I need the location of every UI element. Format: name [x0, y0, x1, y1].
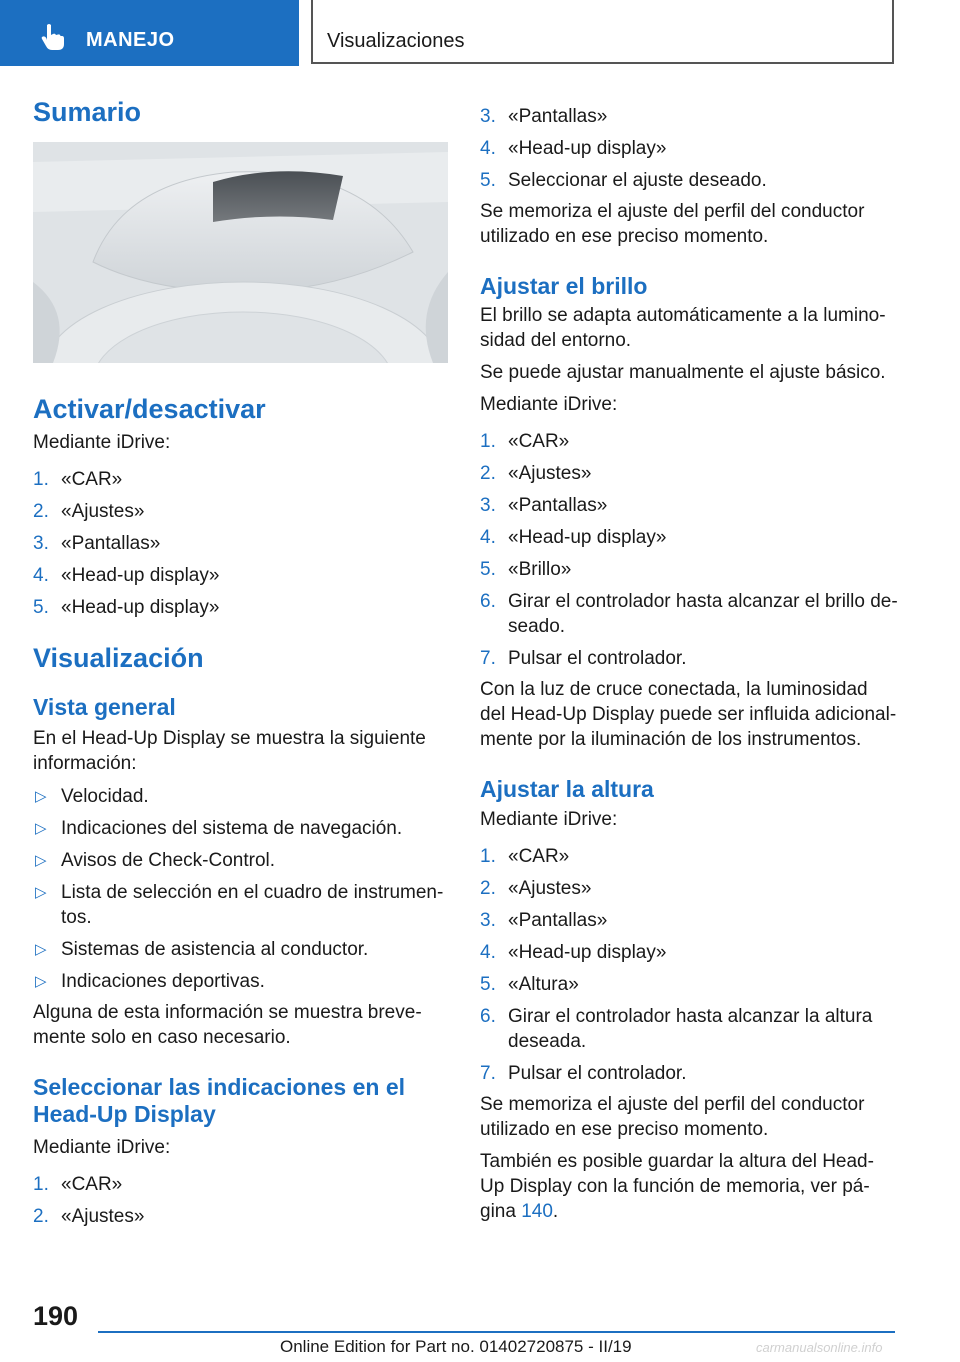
activar-intro: Mediante iDrive: [33, 431, 171, 453]
vista-intro: En el Head-Up Display se muestra la siguiente información: [33, 727, 426, 774]
page-link[interactable]: 140 [521, 1201, 553, 1223]
list-item: 3. «Pantallas» [480, 494, 608, 516]
heading-visualizacion: Visualización [33, 642, 204, 673]
watermark-logo: carmanualsonline.info [756, 1340, 883, 1355]
altura-intro: Mediante iDrive: [480, 809, 618, 831]
memory-note: También es posible guardar la altura del Head-Up Display con la función de memoria, ver página 140. [480, 1151, 874, 1223]
page-number: 190 [33, 1301, 79, 1331]
list-item: 1. «CAR» [33, 468, 123, 490]
seleccionar-note: Se memoriza el ajuste del perfil del conductor utilizado en ese preciso momento. [480, 201, 865, 247]
list-item: ▷ Sistemas de asistencia al conductor. [35, 938, 369, 960]
list-item: 2. «Ajustes» [33, 1205, 145, 1227]
list-item: ▷ Velocidad. [35, 785, 149, 807]
list-item: 5. Seleccionar el ajuste deseado. [480, 170, 767, 191]
list-item: ▷ Indicaciones del sistema de navegación. [35, 817, 403, 839]
list-item: 4. «Head-up display» [480, 526, 667, 548]
list-item: ▷ Avisos de Check-Control. [35, 849, 276, 871]
visualizacion-note: Alguna de esta información se muestra brevemente solo en caso necesario. [33, 1001, 422, 1048]
brillo-p2: Se puede ajustar manualmente el ajuste básico. [480, 361, 886, 383]
brillo-note: Con la luz de cruce conectada, la luminosidad del Head-Up Display puede ser influida adicionalmente por la iluminación de los instrumentos. [480, 678, 897, 750]
list-item: 2. «Ajustes» [480, 462, 592, 484]
list-item: 1. «CAR» [33, 1173, 123, 1195]
seleccionar-steps-continued [480, 104, 898, 193]
heading-activar: Activar/desactivar [33, 394, 266, 425]
heading-altura: Ajustar la altura [480, 775, 654, 802]
triangle-bullet-icon: ▷ [35, 787, 47, 805]
dashboard-illustration [33, 142, 448, 363]
list-item: 3. «Pantallas» [480, 910, 608, 932]
heading-seleccionar: Seleccionar las indicaciones en el Head-Up Display [33, 1073, 406, 1128]
list-item: 4. «Head-up display» [480, 942, 667, 964]
heading-brillo: Ajustar el brillo [480, 273, 648, 299]
footer-divider [98, 1331, 895, 1333]
hand-pointer-icon [38, 22, 68, 52]
section-tab [0, 0, 299, 66]
left-column [33, 96, 451, 1229]
head-up-display-photo [33, 142, 448, 363]
altura-steps [480, 844, 898, 1086]
list-item: ▷ Lista de selección en el cuadro de instrumentos. [35, 881, 444, 928]
list-item: 1. «CAR» [480, 430, 570, 452]
triangle-bullet-icon: ▷ [35, 851, 47, 869]
brillo-steps [480, 429, 898, 671]
seleccionar-intro: Mediante iDrive: [33, 1136, 171, 1158]
heading-vista-general: Vista general [33, 694, 176, 721]
edition-text: Online Edition for Part no. 01402720875 - II/19 [280, 1337, 632, 1356]
seleccionar-steps [33, 1172, 451, 1229]
triangle-bullet-icon: ▷ [35, 940, 47, 958]
list-item: 3. «Pantallas» [480, 106, 608, 127]
list-item: 2. «Ajustes» [33, 500, 145, 522]
info-bullets [33, 784, 451, 994]
list-item: 5. «Head-up display» [33, 596, 220, 618]
triangle-bullet-icon: ▷ [35, 883, 47, 901]
brillo-intro: Mediante iDrive: [480, 393, 618, 415]
list-item: 2. «Ajustes» [480, 878, 592, 900]
altura-note: Se memoriza el ajuste del perfil del conductor utilizado en ese preciso momento. [480, 1094, 865, 1141]
list-item: 7. Pulsar el controlador. [480, 1063, 687, 1085]
chapter-title: Visualizaciones [327, 30, 465, 52]
list-item: 4. «Head-up display» [480, 138, 667, 159]
triangle-bullet-icon: ▷ [35, 819, 47, 837]
triangle-bullet-icon: ▷ [35, 972, 47, 990]
section-label: MANEJO [86, 29, 175, 51]
list-item: 5. «Altura» [480, 974, 579, 996]
heading-sumario: Sumario [33, 97, 142, 127]
list-item: 4. «Head-up display» [33, 564, 220, 586]
list-item: 3. «Pantallas» [33, 532, 161, 554]
list-item: 5. «Brillo» [480, 558, 572, 580]
right-column [480, 96, 898, 1224]
activar-steps [33, 467, 451, 620]
brillo-p1: El brillo se adapta automáticamente a la luminosidad del entorno. [480, 304, 886, 351]
list-item: 6. Girar el controlador hasta alcanzar la altura deseada. [480, 1006, 873, 1053]
list-item: ▷ Indicaciones deportivas. [35, 970, 265, 992]
list-item: 7. Pulsar el controlador. [480, 647, 687, 669]
list-item: 6. Girar el controlador hasta alcanzar el brillo deseado. [480, 590, 898, 637]
chapter-header [311, 0, 894, 64]
list-item: 1. «CAR» [480, 846, 570, 868]
